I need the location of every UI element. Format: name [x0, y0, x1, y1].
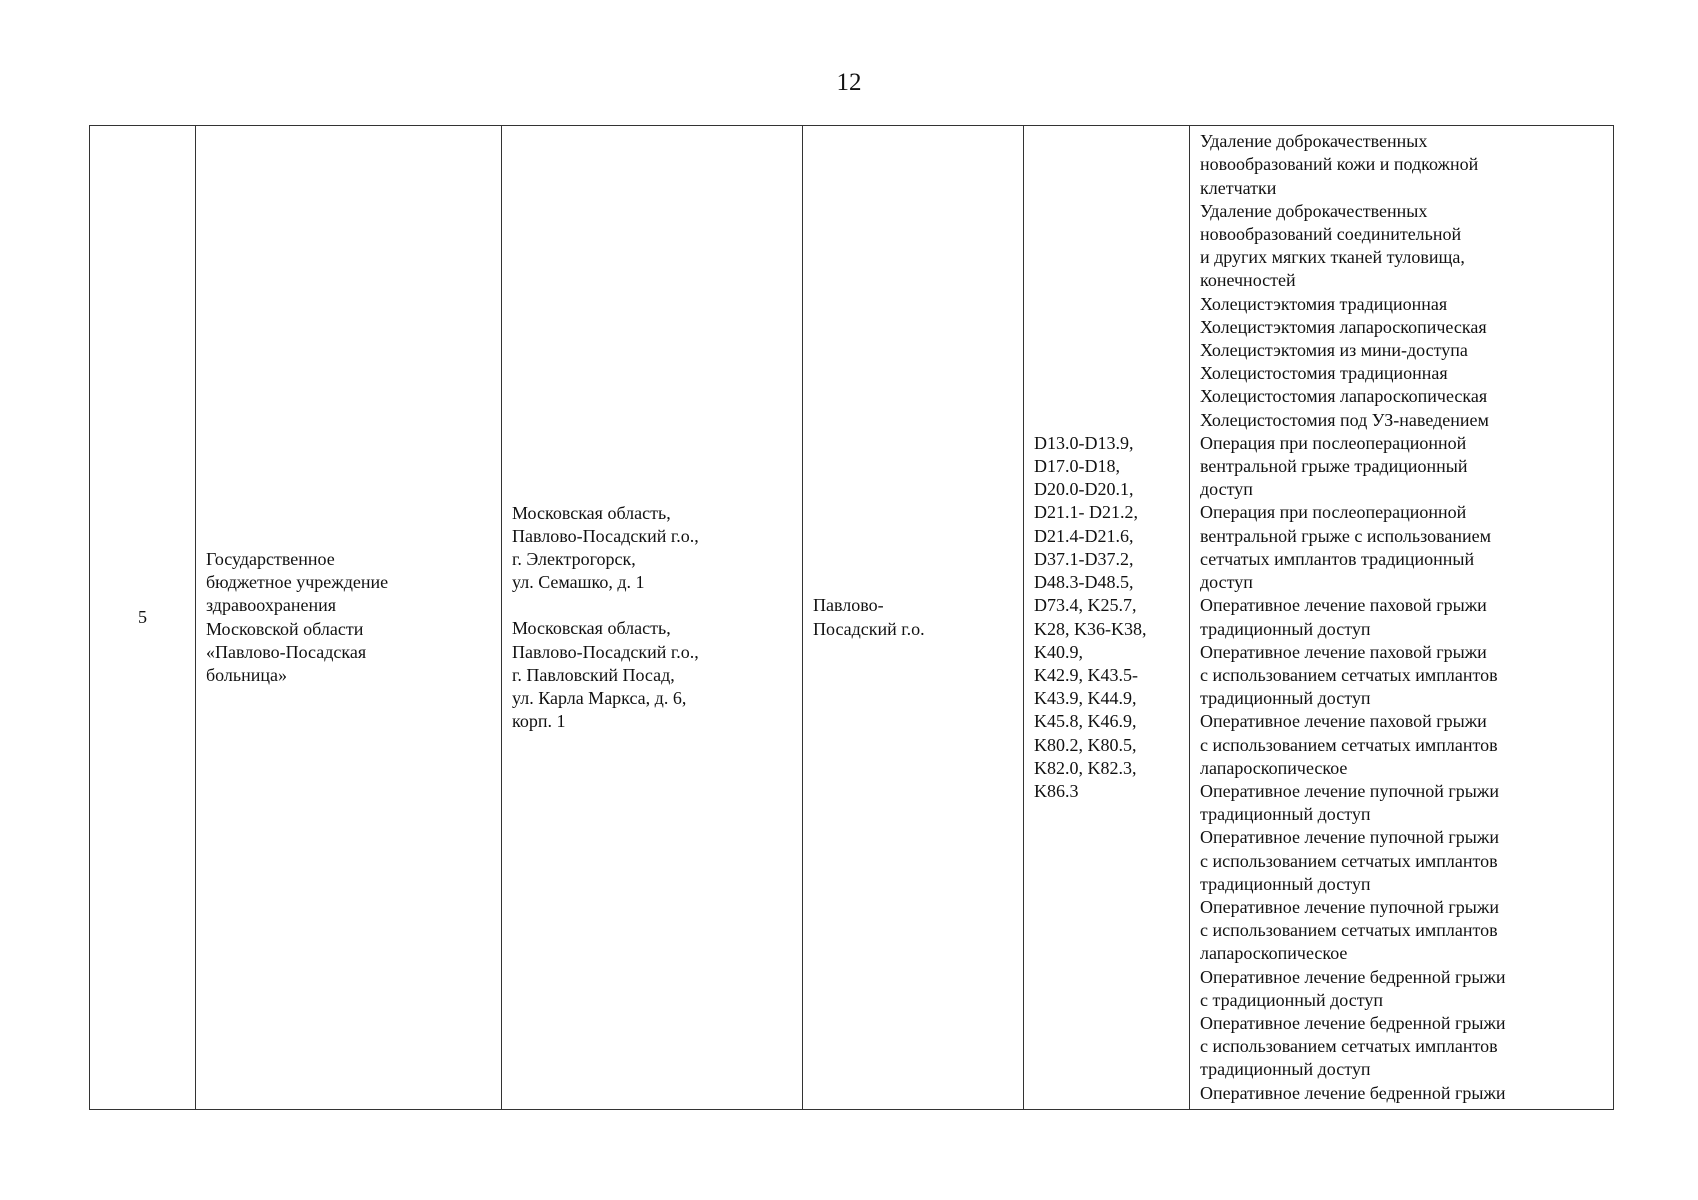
text-line: доступ	[1200, 479, 1253, 500]
table-row	[90, 126, 1614, 1110]
text-line: с использованием сетчатых имплантов	[1200, 734, 1498, 755]
address-1	[512, 502, 792, 595]
text-line: с использованием сетчатых имплантов	[1200, 920, 1498, 941]
text-line: традиционный доступ	[1200, 804, 1371, 825]
text-line: новообразований соединительной	[1200, 224, 1462, 245]
text-line: лапароскопическое	[1200, 943, 1348, 964]
text-line: традиционный доступ	[1200, 1059, 1371, 1080]
text-line: конечностей	[1200, 270, 1296, 291]
text-line: вентральной грыже традиционный	[1200, 456, 1468, 477]
text-line: D21.1- D21.2,	[1034, 502, 1138, 523]
text-line: D37.1-D37.2,	[1034, 548, 1134, 569]
text-line: Холецистостомия под УЗ-наведением	[1200, 409, 1489, 430]
text-line: Оперативное лечение паховой грыжи	[1200, 641, 1487, 662]
text-line: традиционный доступ	[1200, 618, 1371, 639]
text-line: доступ	[1200, 572, 1253, 593]
text-line: с использованием сетчатых имплантов	[1200, 850, 1498, 871]
text-line: больница»	[206, 664, 287, 685]
text-line: Московская область,	[512, 502, 671, 523]
address-cell	[502, 126, 803, 1110]
text-line: Павлово-Посадский г.о.,	[512, 641, 699, 662]
text-line: D13.0-D13.9,	[1034, 432, 1134, 453]
text-line: Оперативное лечение бедренной грыжи	[1200, 1082, 1506, 1103]
text-line: Оперативное лечение паховой грыжи	[1200, 595, 1487, 616]
text-line: сетчатых имплантов традиционный	[1200, 548, 1475, 569]
text-line: K45.8, K46.9,	[1034, 711, 1137, 732]
text-line: Удаление доброкачественных	[1200, 131, 1428, 152]
text-line: лапароскопическое	[1200, 757, 1348, 778]
text-line: Холецистэктомия из мини-доступа	[1200, 340, 1468, 361]
text-line: бюджетное учреждение	[206, 572, 389, 593]
text-line: Павлово-Посадский г.о.,	[512, 525, 699, 546]
text-line: Московской области	[206, 618, 364, 639]
text-line: корп. 1	[512, 711, 566, 732]
text-line: Павлово-	[813, 595, 884, 616]
procedures-cell	[1190, 126, 1614, 1110]
institution-name	[206, 548, 491, 687]
territory-name	[813, 594, 1013, 640]
text-line: здравоохранения	[206, 595, 337, 616]
text-line: Холецистостомия традиционная	[1200, 363, 1448, 384]
text-line: ул. Карла Маркса, д. 6,	[512, 688, 687, 708]
text-line: с традиционный доступ	[1200, 989, 1383, 1010]
text-line: с использованием сетчатых имплантов	[1200, 1036, 1498, 1057]
text-line: Оперативное лечение бедренной грыжи	[1200, 966, 1506, 987]
text-line: Удаление доброкачественных	[1200, 200, 1428, 221]
text-line: Оперативное лечение паховой грыжи	[1200, 711, 1487, 732]
text-line: D21.4-D21.6,	[1034, 525, 1134, 546]
text-line: Государственное	[206, 548, 335, 569]
text-line: Операция при послеоперационной	[1200, 502, 1467, 523]
text-line: Оперативное лечение пупочной грыжи	[1200, 780, 1499, 801]
text-line: K40.9,	[1034, 641, 1083, 662]
text-line: Оперативное лечение бедренной грыжи	[1200, 1012, 1506, 1033]
diagnosis-codes	[1034, 432, 1179, 803]
text-line: новообразований кожи и подкожной	[1200, 154, 1479, 175]
text-line: D17.0-D18,	[1034, 456, 1120, 477]
text-line: вентральной грыже с использованием	[1200, 525, 1491, 546]
text-line: K28, K36-K38,	[1034, 618, 1147, 639]
text-line: K42.9, K43.5-	[1034, 664, 1138, 685]
text-line: K80.2, K80.5,	[1034, 734, 1137, 755]
text-line: D48.3-D48.5,	[1034, 572, 1134, 593]
text-line: K86.3	[1034, 780, 1079, 801]
text-line: K43.9, K44.9,	[1034, 688, 1137, 709]
text-line: г. Павловский Посад,	[512, 664, 675, 685]
text-line: г. Электрогорск,	[512, 548, 636, 569]
text-line: K82.0, K82.3,	[1034, 757, 1137, 778]
text-line: Оперативное лечение пупочной грыжи	[1200, 896, 1499, 917]
row-number: 5	[138, 606, 147, 627]
diagnosis-codes-cell	[1024, 126, 1190, 1110]
text-line: D20.0-D20.1,	[1034, 479, 1134, 500]
procedures-list	[1200, 130, 1603, 1105]
text-line: Холецистостомия лапароскопическая	[1200, 386, 1488, 407]
text-line: «Павлово-Посадская	[206, 641, 367, 662]
address-2	[512, 617, 792, 733]
text-line: Посадский г.о.	[813, 618, 925, 639]
territory-cell	[803, 126, 1024, 1110]
facilities-table	[89, 125, 1614, 1110]
text-line: и других мягких тканей туловища,	[1200, 247, 1465, 268]
text-line: Операция при послеоперационной	[1200, 432, 1467, 453]
address-gap	[512, 594, 792, 617]
text-line: с использованием сетчатых имплантов	[1200, 664, 1498, 685]
text-line: D73.4, K25.7,	[1034, 595, 1137, 616]
page-number: 12	[836, 69, 862, 96]
row-number-cell	[90, 126, 196, 1110]
text-line: Холецистэктомия традиционная	[1200, 293, 1448, 314]
text-line: Московская область,	[512, 618, 671, 639]
text-line: традиционный доступ	[1200, 873, 1371, 894]
institution-cell	[196, 126, 502, 1110]
text-line: ул. Семашко, д. 1	[512, 572, 645, 593]
text-line: Холецистэктомия лапароскопическая	[1200, 316, 1487, 337]
text-line: клетчатки	[1200, 177, 1277, 198]
text-line: традиционный доступ	[1200, 688, 1371, 709]
text-line: Оперативное лечение пупочной грыжи	[1200, 827, 1499, 848]
